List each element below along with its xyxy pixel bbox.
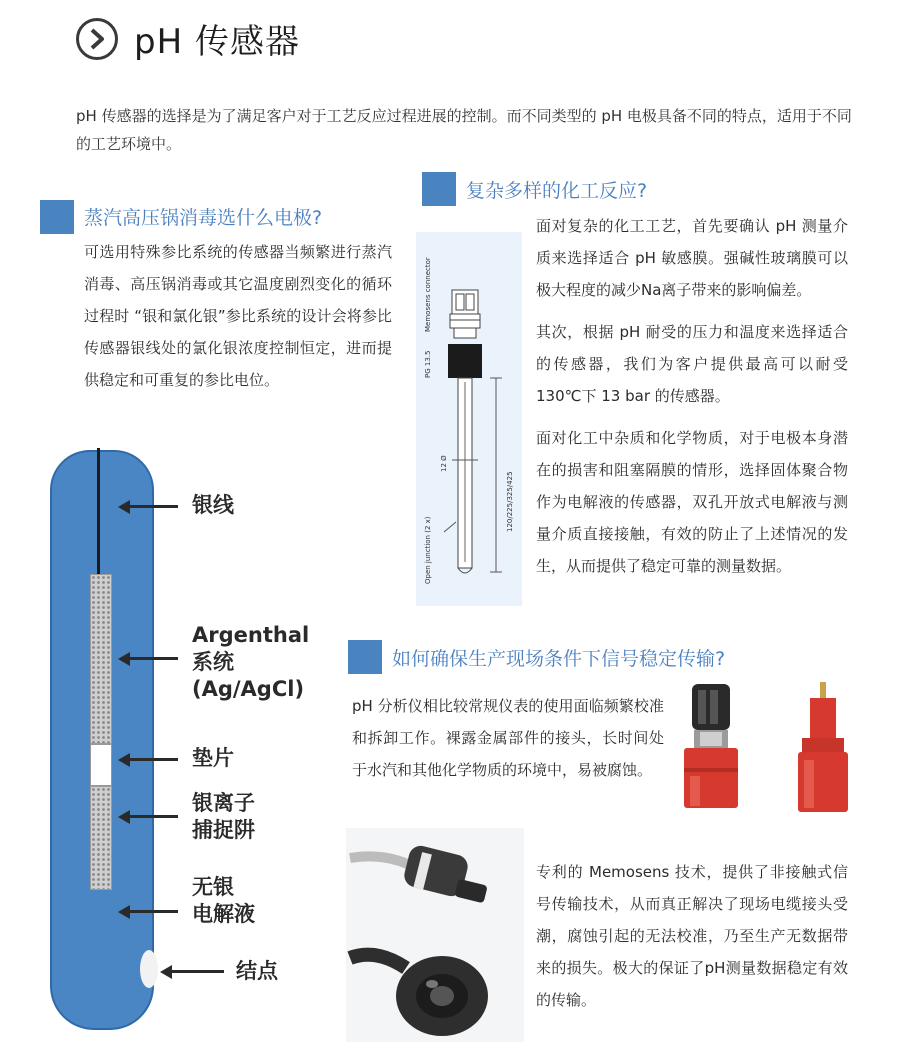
arrow-line	[170, 970, 224, 973]
page-title: pH 传感器	[134, 22, 300, 62]
chem-paragraph: 面对复杂的化工工艺，首先要确认 pH 测量介质来选择适合 pH 敏感膜。强碱性玻璃膜可以极大程度的减少Na离子带来的影响偏差。	[536, 217, 848, 299]
label-ion-trap-line: 银离子	[192, 791, 255, 815]
drawing-label-junction: Open junction (2 x)	[424, 516, 432, 584]
section-heading-chem: 复杂多样的化工反应?	[466, 180, 648, 202]
label-silver-wire: 银线	[192, 493, 234, 517]
label-gasket: 垫片	[192, 746, 234, 770]
section-body-signal-1: pH 分析仪相比较常规仪表的使用面临频繁校准和拆卸工作。裸露金属部件的接头，长时间处于水汽和其他化学物质的环境中，易被腐蚀。	[352, 697, 664, 779]
sensor-technical-drawing	[416, 232, 522, 606]
section-heading-steam: 蒸汽高压锅消毒选什么电极?	[84, 207, 323, 229]
chevron-right-icon	[76, 18, 118, 60]
memosens-connector-photo-2	[780, 676, 872, 816]
section-marker	[40, 200, 74, 234]
section-heading-signal: 如何确保生产现场条件下信号稳定传输?	[392, 648, 726, 670]
chem-paragraph: 面对化工中杂质和化学物质，对于电极本身潜在的损害和阻塞隔膜的情形，选择固体聚合物作为电解液的传感器，双孔开放式电解液与测量介质直接接触，有效的防止了上述情况的发生，从而提供了稳定可靠的测量数据。	[536, 429, 848, 575]
label-electrolyte-line: 电解液	[192, 902, 255, 926]
junction-point	[140, 950, 158, 988]
label-argenthal-line: (Ag/AgCl)	[192, 677, 305, 701]
section-marker	[422, 172, 456, 206]
argenthal-system	[90, 574, 112, 744]
label-argenthal-line: 系统	[192, 650, 234, 674]
drawing-label-pg: PG 13.5	[424, 350, 432, 378]
intro-paragraph: pH 传感器的选择是为了满足客户对于工艺反应过程进展的控制。而不同类型的 pH 电极具备不同的特点，适用于不同的工艺环境中。	[76, 107, 852, 153]
label-electrolyte-line: 无银	[192, 875, 234, 899]
section-body-steam: 可选用特殊参比系统的传感器当频繁进行蒸汽消毒、高压锅消毒或其它温度剧烈变化的循环过程时 “银和氯化银”参比系统的设计会将参比传感器银线处的氯化银浓度控制恒定，进而提供稳定和可重复的参比电位。	[84, 243, 392, 389]
drawing-label-connector: Memosens connector	[424, 257, 432, 332]
section-marker	[348, 640, 382, 674]
silver-wire	[97, 448, 100, 580]
label-argenthal-line: Argenthal	[192, 623, 310, 647]
memosens-connector-photo-1	[670, 676, 758, 816]
label-junction: 结点	[236, 959, 278, 983]
label-electrolyte	[192, 874, 255, 928]
label-ion-trap-line: 捕捉阱	[192, 818, 255, 842]
arrow-line	[128, 505, 178, 508]
arrow-line	[128, 910, 178, 913]
drawing-label-lengths: 120/225/325/425	[506, 471, 514, 532]
gasket	[90, 744, 112, 786]
arrow-line	[128, 815, 178, 818]
memosens-cable-photo	[346, 828, 524, 1042]
chem-paragraph: 其次，根据 pH 耐受的压力和温度来选择适合的传感器，我们为客户提供最高可以耐受130℃下 13 bar 的传感器。	[536, 323, 848, 405]
label-argenthal	[192, 622, 309, 703]
silver-ion-trap	[90, 786, 112, 890]
section-body-signal-2: 专利的 Memosens 技术，提供了非接触式信号传输技术，从而真正解决了现场电缆接头受潮，腐蚀引起的无法校准，乃至生产无数据带来的损失。极大的保证了pH测量数据稳定有效的传输。	[536, 863, 848, 1009]
label-ion-trap	[192, 790, 255, 844]
arrow-line	[128, 657, 178, 660]
section-body-chem	[536, 210, 848, 592]
arrow-line	[128, 758, 178, 761]
drawing-label-diameter: 12 Ø	[440, 455, 448, 472]
